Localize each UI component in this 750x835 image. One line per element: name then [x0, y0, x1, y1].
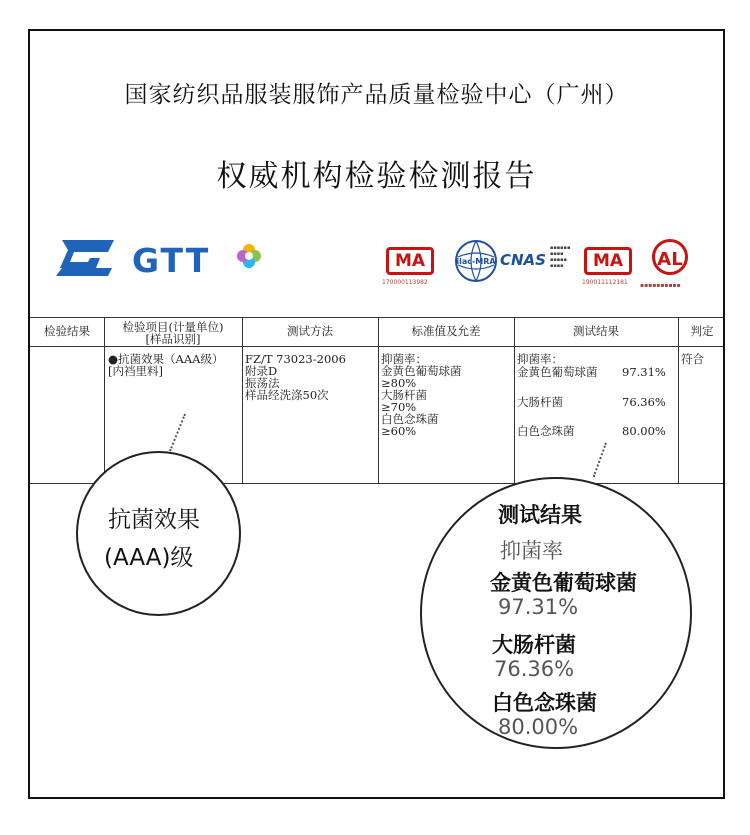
callout-circle-right — [420, 477, 692, 749]
certification-logos — [30, 229, 723, 299]
row-method: FZ/T 73023-2006 附录D 振荡法 样品经洗涤50次 — [245, 352, 346, 402]
cma-logo-2 — [584, 247, 632, 275]
header-standard: 标准值及允差 — [411, 324, 481, 338]
svg-text:ilac-MRA: ilac-MRA — [456, 257, 496, 266]
header-result: 检验结果 — [44, 324, 90, 338]
gtt-logo-text: GTT — [132, 241, 211, 280]
row-result-value-1: 97.31% — [622, 365, 666, 379]
callout-right-title: 测试结果 — [498, 503, 582, 527]
callout-right-name-3: 白色念珠菌 — [492, 691, 597, 715]
callout-right-value-3: 80.00% — [498, 715, 579, 739]
col-divider-2 — [242, 317, 243, 483]
header-method: 测试方法 — [287, 324, 333, 338]
row-result-name-2: 大肠杆菌 — [517, 395, 563, 409]
row-result-value-2: 76.36% — [622, 395, 666, 409]
gtt-emblem-icon — [54, 238, 116, 278]
report-title: 权威机构检验检测报告 — [216, 159, 537, 194]
col-divider-1-head — [104, 317, 105, 347]
row-result-name-3: 白色念珠菌 — [517, 424, 575, 438]
callout-right-name-1: 金黄色葡萄球菌 — [490, 571, 637, 595]
callout-right-value-1: 97.31% — [498, 595, 579, 619]
cnas-logo-text: CNAS — [500, 251, 546, 269]
callout-left-line2: (AAA)级 — [104, 545, 194, 571]
col-divider-3 — [378, 317, 379, 483]
callout-left-line1: 抗菌效果 — [108, 507, 200, 533]
report-frame — [28, 29, 725, 799]
cma-logo-1 — [386, 247, 434, 275]
ilac-mra-icon — [454, 239, 498, 283]
col-divider-4 — [514, 317, 515, 483]
header-verdict: 判定 — [690, 324, 714, 338]
cma-logo-text-2: MA — [592, 251, 624, 271]
cma-logo-text: MA — [394, 251, 426, 271]
leader-line-left — [169, 414, 186, 452]
callout-right-value-2: 76.36% — [494, 657, 575, 681]
cma-number-2: 190011112181 — [582, 279, 628, 286]
table-top-border — [30, 317, 723, 318]
gtt-flower-icon — [235, 242, 263, 270]
row-standard: 抑菌率： 金黄色葡萄球菌 ≥80% 大肠杆菌 ≥70% 白色念珠菌 ≥60% — [381, 352, 462, 438]
row-verdict: 符合 — [681, 352, 704, 366]
row-result-value-3: 80.00% — [622, 424, 666, 438]
callout-right-subtitle: 抑菌率 — [500, 539, 563, 563]
cal-logo-text: AL — [657, 249, 683, 270]
table-mid-border — [30, 346, 723, 347]
cma-number-1: 170000113982 — [382, 279, 428, 286]
cnas-small-print: ▪▪▪▪▪▪ ▪▪▪▪ ▪▪▪▪▪ ▪▪▪▪ — [550, 245, 571, 269]
row-item: ●抗菌效果（AAA级） [内裆里料] — [108, 352, 224, 378]
callout-right-name-2: 大肠杆菌 — [492, 633, 576, 657]
header-item: 检验项目(计量单位) [样品识别] — [122, 320, 224, 346]
col-divider-1 — [104, 347, 105, 483]
row-result-name-1: 金黄色葡萄球菌 — [517, 365, 598, 379]
cal-number: ▪▪▪▪▪▪▪▪▪▪ — [640, 282, 681, 289]
row-result-label: 抑菌率： — [517, 352, 563, 366]
col-divider-5 — [678, 317, 679, 483]
header-test-result: 测试结果 — [573, 324, 619, 338]
organization-name: 国家纺织品服装服饰产品质量检验中心（广州） — [124, 82, 629, 108]
callout-circle-left — [76, 451, 241, 616]
leader-line-right — [593, 443, 607, 478]
cal-logo — [652, 239, 688, 275]
